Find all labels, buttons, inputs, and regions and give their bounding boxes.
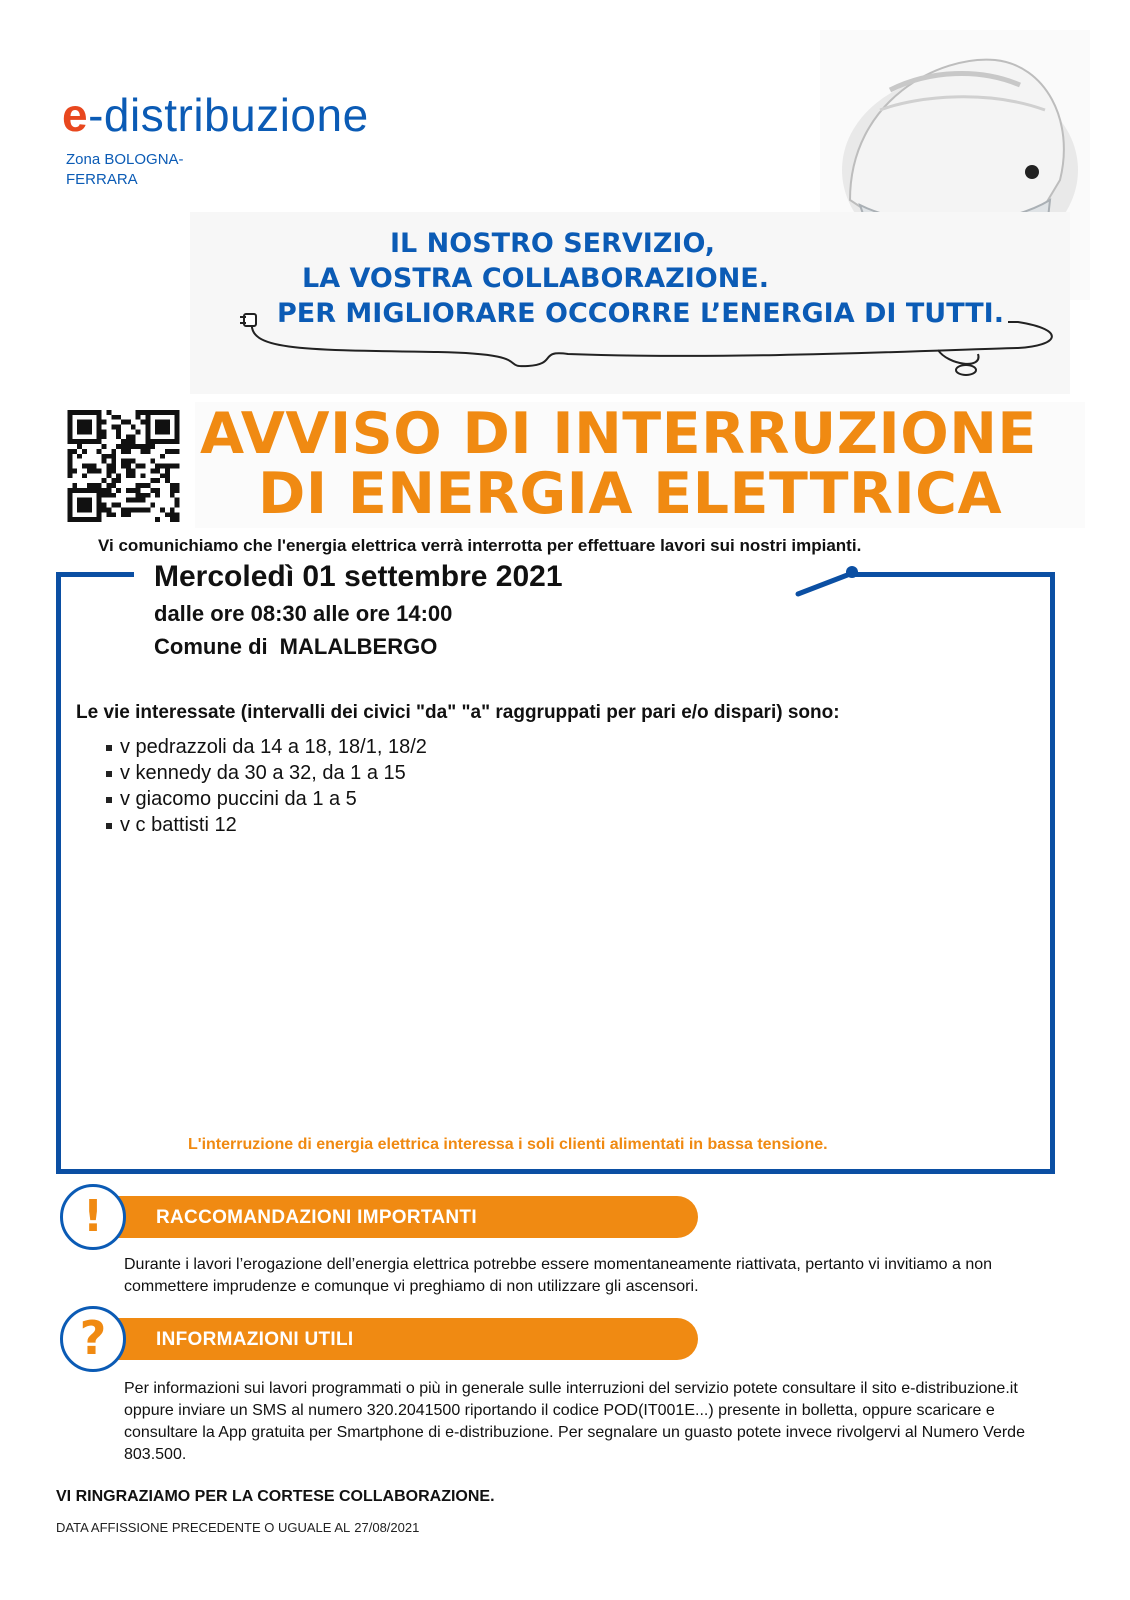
question-glyph: ? <box>79 1311 107 1365</box>
streets-list <box>106 734 427 838</box>
comune <box>154 634 437 660</box>
thanks-text: VI RINGRAZIAMO PER LA CORTESE COLLABORAZIONE. <box>56 1488 495 1505</box>
logo-e: e <box>62 89 89 141</box>
comune-name: MALALBERGO <box>279 634 438 659</box>
list-item: v kennedy da 30 a 32, da 1 a 15 <box>106 760 427 786</box>
recommendations-text: Durante i lavori l’erogazione dell’energia elettrica potrebbe essere momentaneamente riattivata, pertanto vi invitiamo a non commettere imprudenze e comunque vi preghiamo di non utilizzare gli ascensori. <box>124 1256 993 1295</box>
list-item: v giacomo puccini da 1 a 5 <box>106 786 427 812</box>
power-plug-cord <box>238 310 1068 385</box>
posting-date-line <box>56 1520 419 1535</box>
box-border-left <box>56 572 61 1174</box>
warning-glyph: ! <box>82 1191 104 1242</box>
box-border-right <box>1050 572 1055 1174</box>
warning-icon <box>60 1184 126 1250</box>
list-item: v c battisti 12 <box>106 812 427 838</box>
posting-label: DATA AFFISSIONE PRECEDENTE O UGUALE AL <box>56 1520 351 1535</box>
list-item: v pedrazzoli da 14 a 18, 18/1, 18/2 <box>106 734 427 760</box>
recommendations-title: RACCOMANDAZIONI IMPORTANTI <box>156 1207 477 1228</box>
interruption-date: Mercoledì 01 settembre 2021 <box>154 560 563 593</box>
zone-label: Zona BOLOGNA-FERRARA <box>66 151 184 188</box>
low-voltage-note: L'interruzione di energia elettrica interessa i soli clienti alimentati in bassa tensione. <box>188 1136 828 1153</box>
headline <box>200 401 1037 527</box>
intro-text: Vi comunichiamo che l'energia elettrica verrà interrotta per effettuare lavori sui nostri impianti. <box>98 536 862 555</box>
question-icon <box>60 1306 126 1372</box>
streets-title: Le vie interessate (intervalli dei civici "da" "a" raggruppati per pari e/o dispari) sono: <box>76 702 840 723</box>
interruption-time: dalle ore 08:30 alle ore 14:00 <box>154 601 453 626</box>
switch-lever-icon <box>790 560 860 600</box>
box-border-top-left <box>56 572 134 577</box>
logo-text: -distribuzione <box>88 89 369 141</box>
headline-line-1: AVVISO DI INTERRUZIONE <box>200 401 1037 467</box>
comune-label: Comune di <box>154 634 268 659</box>
slogan-line-3: PER MIGLIORARE OCCORRE L’ENERGIA DI TUTTI. <box>277 298 1004 329</box>
box-border-top-right <box>850 572 1055 577</box>
slogan-line-2: LA VOSTRA COLLABORAZIONE. <box>302 263 769 294</box>
company-logo <box>62 88 369 142</box>
info-title: INFORMAZIONI UTILI <box>156 1329 354 1350</box>
posting-date: 27/08/2021 <box>354 1520 420 1535</box>
box-border-bottom <box>56 1169 1055 1174</box>
headline-line-2: DI ENERGIA ELETTRICA <box>258 461 1003 527</box>
info-text: Per informazioni sui lavori programmati o più in generale sulle interruzioni del servizio potete consultare il sito e-distribuzione.it oppure inviare un SMS al numero 320.2041500 riportando il codice POD(IT001E...) presente in bolletta, oppure scaricare e consultare la App gratuita per Smartphone di e-distribuzione. Per segnalare un guasto potete invece rivolgervi al Numero Verde 803.500. <box>124 1380 1025 1463</box>
qr-code <box>66 410 181 522</box>
slogan-line-1: IL NOSTRO SERVIZIO, <box>390 228 716 259</box>
